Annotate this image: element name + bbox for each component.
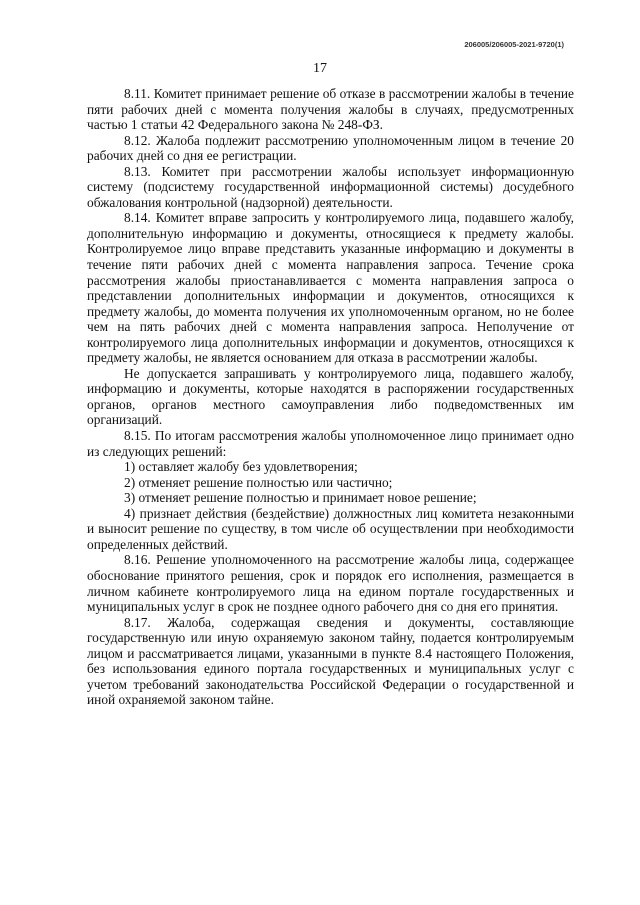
- list-item-3: 3) отменяет решение полностью и принимает новое решение;: [124, 490, 477, 506]
- paragraph-8-13: 8.13. Комитет при рассмотрении жалобы использует информационную систему (подсистему государственной информационной системы) досудебного обжалования контрольной (надзорной) деятельности.: [87, 163, 574, 210]
- document-id: 206005/206005-2021-9720(1): [464, 40, 564, 49]
- list-item-4: 4) признает действия (бездействие) должностных лиц комитета незаконными и выносит решение по существу, в том числе об осуществлении при необходимости определенных действий.: [87, 505, 574, 552]
- paragraph-8-17: 8.17. Жалоба, содержащая сведения и документы, составляющие государственную или иную охраняемую законом тайну, подается контролируемым лицом и рассматривается лицами, указанными в пункте 8.4 настоящего Положения, без использования единого портала государственных и муниципальных услуг с учетом требований законодательства Российской Федерации о государственной и иной охраняемой законом тайне.: [87, 614, 574, 708]
- document-body: [87, 86, 574, 708]
- paragraph-8-12: 8.12. Жалоба подлежит рассмотрению уполномоченным лицом в течение 20 рабочих дней со дня ее регистрации.: [87, 132, 574, 164]
- paragraph-8-14: 8.14. Комитет вправе запросить у контролируемого лица, подавшего жалобу, дополнительную информацию и документы, относящиеся к предмету жалобы. Контролируемое лицо вправе представить указанные информацию и документы в течение пяти рабочих дней с момента направления запроса. Течение срока рассмотрения жалобы приостанавливается с момента направления запроса о представлении дополнительных информации и документов, относящихся к предмету жалобы, до момента получения их уполномоченным органом, но не более чем на пять рабочих дней с момента направления запроса. Неполучение от контролируемого лица дополнительных информации и документов, относящихся к предмету жалобы, не является основанием для отказа в рассмотрении жалобы.: [87, 210, 574, 366]
- list-item-2: 2) отменяет решение полностью или частично;: [124, 474, 393, 490]
- paragraph-8-15: 8.15. По итогам рассмотрения жалобы уполномоченное лицо принимает одно из следующих решений:: [87, 428, 574, 459]
- paragraph-8-11: 8.11. Комитет принимает решение об отказе в рассмотрении жалобы в течение пяти рабочих дней с момента получения жалобы в случаях, предусмотренных частью 1 статьи 42 Федерального закона № 248-ФЗ.: [87, 86, 574, 133]
- list-item-1: 1) оставляет жалобу без удовлетворения;: [124, 459, 358, 475]
- paragraph-no-request: Не допускается запрашивать у контролируемого лица, подавшего жалобу, информацию и документы, которые находятся в распоряжении государственных органов, органов местного самоуправления либо подведомственных им организаций.: [87, 365, 574, 428]
- paragraph-8-16: 8.16. Решение уполномоченного на рассмотрение жалобы лица, содержащее обоснование принятого решения, срок и порядок его исполнения, размещается в личном кабинете контролируемого лица на едином портале государственных и муниципальных услуг в срок не позднее одного рабочего дня со дня его принятия.: [87, 552, 574, 615]
- page-number: 17: [313, 61, 327, 76]
